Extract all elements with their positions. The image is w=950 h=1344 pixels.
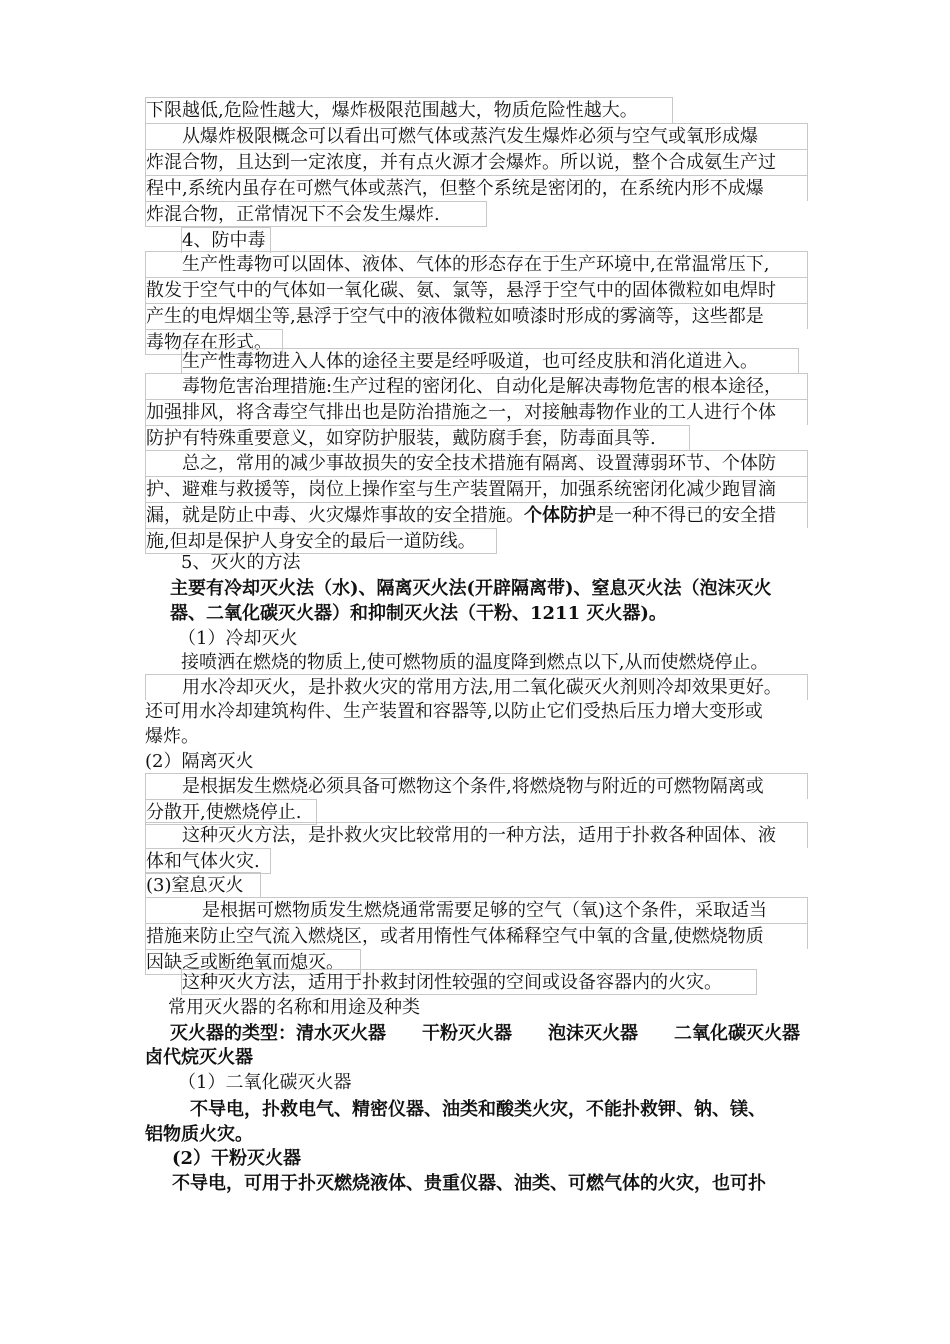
text-line: 爆炸。 <box>145 726 199 747</box>
text-line: 炸混合物，且达到一定浓度，并有点火源才会爆炸。所以说，整个合成氨生产过 <box>145 149 808 175</box>
text-line: 护、避难与救援等，岗位上操作室与生产装置隔开，加强系统密闭化减少跑冒滴 <box>145 476 808 502</box>
text-line: 炸混合物，正常情况下不会发生爆炸. <box>145 201 487 227</box>
text-line: 用水冷却灭火，是扑救火灾的常用方法,用二氧化碳灭火剂则冷却效果更好。 <box>145 674 808 700</box>
bold-text-line: 器、二氧化碳灭火器）和抑制灭火法（干粉、1211 灭火器)。 <box>170 603 667 624</box>
subsection-heading: (3)窒息灭火 <box>145 872 261 898</box>
subsection-heading: （1）二氧化碳灭火器 <box>178 1072 352 1093</box>
text-line: 加强排风，将含毒空气排出也是防治措施之一，对接触毒物作业的工人进行个体 <box>145 399 808 425</box>
text-line: 程中,系统内虽存在可燃气体或蒸汽，但整个系统是密闭的，在系统内形不成爆 <box>145 175 808 201</box>
subsection-heading: （1）冷却灭火 <box>178 628 298 649</box>
section-heading: 5、灭火的方法 <box>181 552 301 573</box>
text-line: 产生的电焊烟尘等,悬浮于空气中的液体微粒如喷漆时形成的雾滴等，这些都是 <box>145 303 808 329</box>
text-line: 还可用水冷却建筑构件、生产装置和容器等,以防止它们受热后压力增大变形或 <box>145 701 763 722</box>
text-line: 生产性毒物进入人体的途径主要是经呼吸道，也可经皮肤和消化道进入。 <box>181 348 799 374</box>
text-line: 接喷洒在燃烧的物质上,使可燃物质的温度降到燃点以下,从而使燃烧停止。 <box>181 652 769 673</box>
section-heading: 4、防中毒 <box>181 227 271 253</box>
bold-text-line: 卤代烷灭火器 <box>145 1047 253 1068</box>
bold-text-line: 不导电，扑救电气、精密仪器、油类和酸类火灾，不能扑救钾、钠、镁、 <box>190 1099 766 1120</box>
text-line: 施,但却是保护人身安全的最后一道防线。 <box>145 528 497 554</box>
text-line: 毒物存在形式。 <box>145 329 283 355</box>
subsection-heading: (2）干粉灭火器 <box>172 1148 302 1169</box>
text-line: 毒物危害治理措施:生产过程的密闭化、自动化是解决毒物危害的根本途径， <box>145 373 808 399</box>
text-line: 措施来防止空气流入燃烧区，或者用惰性气体稀释空气中氧的含量,使燃烧物质 <box>145 923 808 949</box>
subsection-heading: (2）隔离灭火 <box>145 751 254 772</box>
bold-text-line: 不导电，可用于扑灭燃烧液体、贵重仪器、油类、可燃气体的火灾，也可扑 <box>172 1173 766 1194</box>
bold-text-line: 灭火器的类型：清水灭火器 干粉灭火器 泡沫灭火器 二氧化碳灭火器 <box>170 1023 800 1044</box>
text-line <box>145 502 808 528</box>
text-line: 分散开,使燃烧停止. <box>145 799 317 825</box>
bold-text-line: 铝物质火灾。 <box>145 1124 253 1145</box>
bold-term: 个体防护 <box>524 505 596 526</box>
bold-text-line: 主要有冷却灭火法（水)、隔离灭火法(开辟隔离带)、窒息灭火法（泡沫灭火 <box>170 578 772 599</box>
text-line: 因缺乏或断绝氧而熄灭。 <box>145 949 361 975</box>
text-line: 是根据发生燃烧必须具备可燃物这个条件,将燃烧物与附近的可燃物隔离或 <box>145 773 808 799</box>
text-line: 这种灭火方法，是扑救火灾比较常用的一种方法，适用于扑救各种固体、液 <box>145 822 808 848</box>
text-line: 散发于空气中的气体如一氧化碳、氨、氯等，悬浮于空气中的固体微粒如电焊时 <box>145 277 808 303</box>
text-line: 是根据可燃物质发生燃烧通常需要足够的空气（氧)这个条件，采取适当 <box>145 897 808 923</box>
text-line: 生产性毒物可以固体、液体、气体的形态存在于生产环境中,在常温常压下, <box>145 251 808 277</box>
text-line: 这种灭火方法，适用于扑救封闭性较强的空间或设备容器内的火灾。 <box>181 969 757 995</box>
section-heading: 常用灭火器的名称和用途及种类 <box>168 997 420 1018</box>
text-line: 总之，常用的减少事故损失的安全技术措施有隔离、设置薄弱环节、个体防 <box>145 450 808 476</box>
text-line: 体和气体火灾. <box>145 848 271 874</box>
text-line: 下限越低,危险性越大，爆炸极限范围越大，物质危险性越大。 <box>145 97 673 123</box>
text-segment: 漏，就是防止中毒、火灾爆炸事故的安全措施。 <box>146 505 524 526</box>
text-line: 防护有特殊重要意义，如穿防护服装，戴防腐手套，防毒面具等. <box>145 425 690 451</box>
text-line: 从爆炸极限概念可以看出可燃气体或蒸汽发生爆炸必须与空气或氧形成爆 <box>145 123 808 149</box>
text-segment: 是一种不得已的安全措 <box>596 505 776 526</box>
